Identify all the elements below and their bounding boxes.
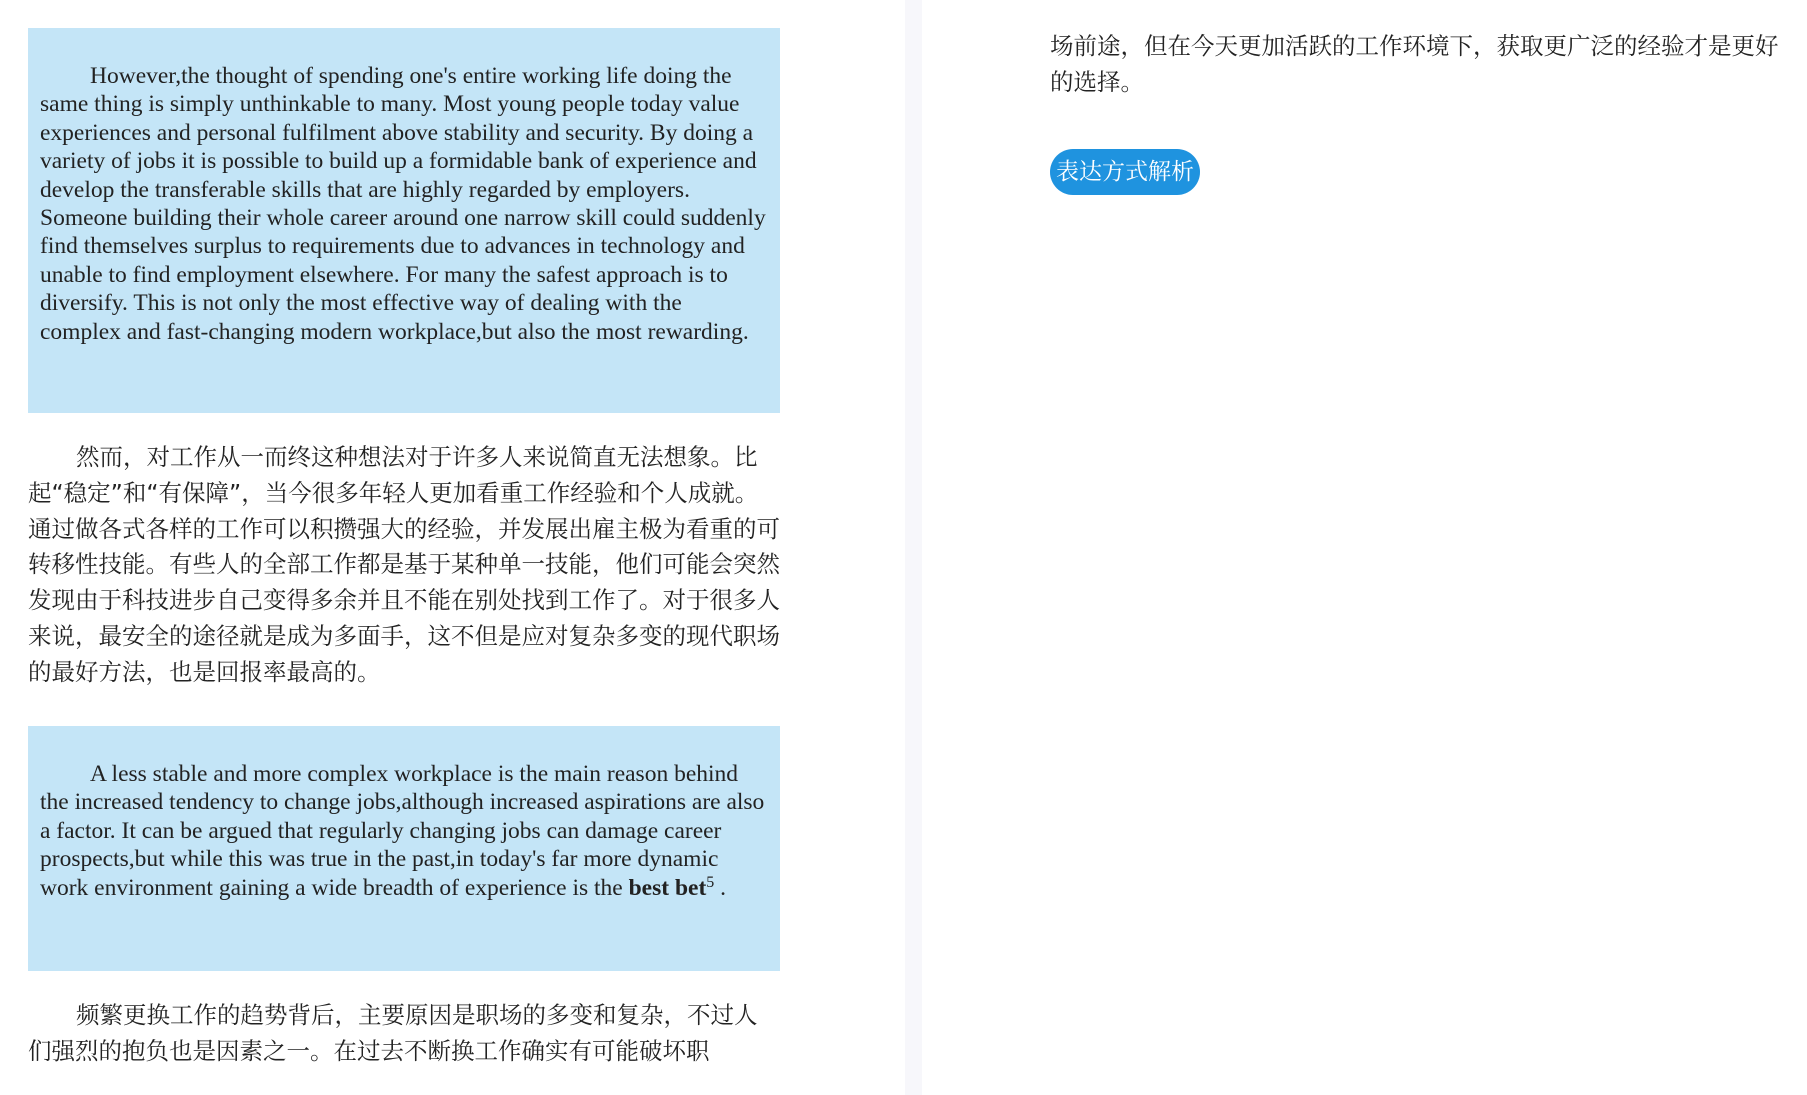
- chinese-translation-paragraph: 然而，对工作从一而终这种想法对于许多人来说简直无法想象。比起“稳定”和“有保障”，当今很多年轻人更加看重工作经验和个人成就。通过做各式各样的工作可以积攒强大的经验，并发展出雇主极为看重的可转移性技能。有些人的全部工作都是基于某种单一技能，他们可能会突然发现由于科技进步自己变得多余并且不能在别处找到工作了。对于很多人来说，最安全的途径就是成为多面手，这不但是应对复杂多变的现代职场的最好方法，也是回报率最高的。: [28, 443, 780, 686]
- page-gutter: [905, 0, 922, 1095]
- english-paragraph: [40, 760, 766, 902]
- english-paragraph-box: [28, 726, 780, 971]
- footnote-marker: 5: [706, 873, 715, 891]
- sentence-end: .: [720, 874, 727, 901]
- chinese-translation-continuation: 场前途，但在今天更加活跃的工作环境下，获取更广泛的经验才是更好的选择。: [1050, 32, 1779, 96]
- highlighted-phrase: best bet: [628, 874, 707, 901]
- english-paragraph-text: A less stable and more complex workplace is the main reason behind the increased tendency to change jobs,although increased aspirations are also a factor. It can be argued that regularly changing jobs can damage career prospects,but while this was true in the past,in today's far more dynamic work environment gaining a wide breadth of experience is the: [40, 761, 765, 901]
- chinese-translation-paragraph: 频繁更换工作的趋势背后，主要原因是职场的多变和复杂，不过人们强烈的抱负也是因素之一。在过去不断换工作确实有可能破坏职: [28, 1001, 758, 1065]
- expression-analysis-button[interactable]: 表达方式解析: [1050, 149, 1200, 195]
- right-column: [922, 0, 1807, 1095]
- english-paragraph-box: [28, 28, 780, 413]
- english-paragraph: However,the thought of spending one's entire working life doing the same thing is simply unthinkable to many. Most young people today value experiences and personal fulfilment above stability and security. By doing a variety of jobs it is possible to build up a formidable bank of experience and develop the transferable skills that are highly regarded by employers. Someone building their whole career around one narrow skill could suddenly find themselves surplus to requirements due to advances in technology and unable to find employment elsewhere. For many the safest approach is to diversify. This is not only the most effective way of dealing with the complex and fast-changing modern workplace,but also the most rewarding.: [40, 63, 766, 345]
